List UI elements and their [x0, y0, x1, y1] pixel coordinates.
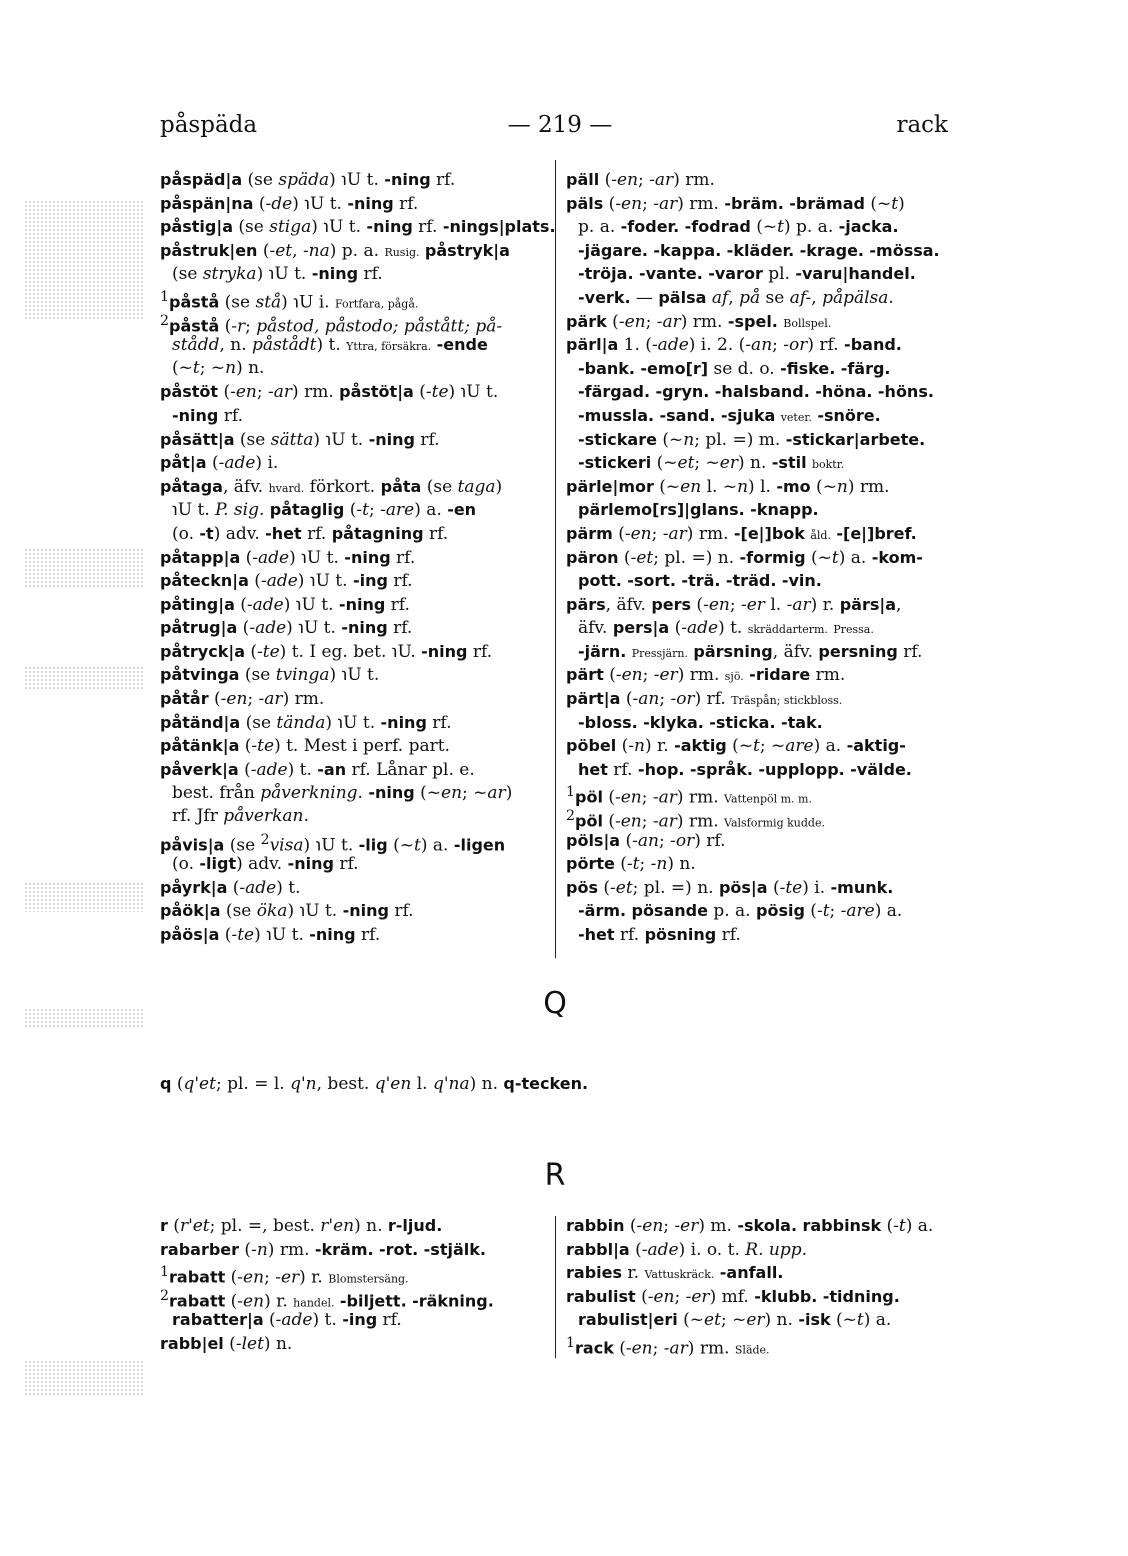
dictionary-line: ℩U t. P. sig. påtaglig (-t; -are) a. -en — [172, 500, 477, 521]
dictionary-line: stådd, n. påstådt) t. Yttra, försäkra. -ende — [172, 335, 488, 356]
dictionary-line: $^1$rabatt (-en; -er) r. Blomstersäng. — [160, 1264, 409, 1288]
section-letter-q: Q — [543, 986, 567, 1021]
column-divider — [555, 1216, 556, 1358]
dictionary-line: påspän|na (-de) ℩U t. -ning rf. — [160, 193, 419, 214]
dictionary-line: -ärm. pösande p. a. pösig (-t; -are) a. — [578, 901, 903, 922]
dictionary-line: rf. Jfr påverkan. — [172, 806, 309, 827]
dictionary-line: (se stryka) ℩U t. -ning rf. — [172, 264, 383, 285]
dictionary-line: -het rf. pösning rf. — [578, 925, 741, 945]
dictionary-line: pärm (-en; -ar) rm. -[e|]bok åld. -[e|]bref. — [566, 523, 917, 544]
dictionary-line: $^2$påstå (-r; påstod, påstodo; påstått; på- — [160, 312, 503, 337]
dictionary-line: pärt|a (-an; -or) rf. Träspån; stickbloss. — [566, 689, 843, 710]
dictionary-line: päls (-en; -ar) rm. -bräm. -brämad (~t) — [566, 193, 905, 214]
dictionary-line: påök|a (se öka) ℩U t. -ning rf. — [160, 901, 414, 922]
dictionary-line: påstöt (-en; -ar) rm. påstöt|a (-te) ℩U t. — [160, 382, 499, 403]
dictionary-line: rabulist|eri (~et; ~er) n. -isk (~t) a. — [578, 1310, 892, 1331]
dictionary-line: -ning rf. — [172, 405, 243, 426]
dictionary-line: äfv. pers|a (-ade) t. skräddarterm. Pressa. — [578, 618, 874, 639]
dictionary-line: pärk (-en; -ar) rm. -spel. Bollspel. — [566, 311, 832, 332]
dictionary-line: påtaga, äfv. hvard. förkort. påta (se taga) — [160, 476, 503, 497]
dictionary-line: -mussla. -sand. -sjuka veter. -snöre. — [578, 405, 881, 425]
dictionary-line: $^1$pöl (-en; -ar) rm. Vattenpöl m. m. — [566, 784, 812, 809]
dictionary-line: -bank. -emo[r] se d. o. -fiske. -färg. — [578, 358, 891, 379]
scan-noise — [24, 1008, 144, 1028]
header-left-guideword: påspäda — [160, 112, 258, 138]
dictionary-line: $^2$pöl (-en; -ar) rm. Valsformig kudde. — [566, 808, 825, 832]
scan-noise — [24, 200, 144, 320]
dictionary-line: pott. -sort. -trä. -träd. -vin. — [578, 571, 822, 591]
dictionary-line: -verk. — pälsa af, på se af-, påpälsa. — [578, 287, 894, 308]
dictionary-line: rabies r. Vattuskräck. -anfall. — [566, 1263, 784, 1284]
dictionary-line: pörte (-t; -n) n. — [566, 854, 696, 875]
dictionary-line: påvis|a (se $^2$visa) ℩U t. -lig (~t) a. -ligen — [160, 831, 506, 856]
page-number: — 219 — — [507, 112, 613, 138]
left-column — [160, 168, 556, 947]
dictionary-line: rabbin (-en; -er) m. -skola. rabbinsk (-t) a. — [566, 1216, 934, 1236]
dictionary-line: pärt (-en; -er) rm. sjö. -ridare rm. — [566, 665, 846, 686]
dictionary-line: påverk|a (-ade) t. -an rf. Lånar pl. e. — [160, 759, 475, 780]
dictionary-line: påtapp|a (-ade) ℩U t. -ning rf. — [160, 547, 416, 568]
dictionary-line: $^1$påstå (se stå) ℩U i. Fortfara, pågå. — [160, 288, 419, 313]
dictionary-line: -färgad. -gryn. -halsband. -höna. -höns. — [578, 382, 934, 402]
dictionary-line: -tröja. -vante. -varor pl. -varu|handel. — [578, 264, 916, 285]
dictionary-line: päll (-en; -ar) rm. — [566, 170, 715, 190]
dictionary-line: påting|a (-ade) ℩U t. -ning rf. — [160, 594, 410, 615]
dictionary-line: påtänd|a (se tända) ℩U t. -ning rf. — [160, 712, 452, 733]
scan-noise — [24, 548, 144, 588]
right-column — [566, 168, 956, 947]
section-letter-r: R — [544, 1158, 566, 1193]
dictionary-line: påtrug|a (-ade) ℩U t. -ning rf. — [160, 618, 413, 639]
dictionary-line: påsätt|a (se sätta) ℩U t. -ning rf. — [160, 429, 440, 450]
dictionary-line: påyrk|a (-ade) t. — [160, 877, 301, 898]
dictionary-line: -stickare (~n; pl. =) m. -stickar|arbete. — [578, 429, 926, 450]
dictionary-line: pöls|a (-an; -or) rf. — [566, 830, 726, 851]
dictionary-line: rabb|el (-let) n. — [160, 1333, 293, 1354]
dictionary-line: påteckn|a (-ade) ℩U t. -ing rf. — [160, 571, 413, 592]
dictionary-line: pärlemo[rs]|glans. -knapp. — [578, 500, 819, 520]
dictionary-line: het rf. -hop. -språk. -upplopp. -välde. — [578, 759, 912, 780]
dictionary-line: -jägare. -kappa. -kläder. -krage. -mössa. — [578, 240, 940, 260]
r-right-column — [566, 1214, 956, 1359]
dictionary-line: pös (-et; pl. =) n. pös|a (-te) i. -munk. — [566, 877, 894, 898]
dictionary-line: $^2$rabatt (-en) r. handel. -biljett. -räkning. — [160, 1287, 494, 1312]
page-header — [160, 112, 948, 148]
dictionary-line: påtänk|a (-te) t. Mest i perf. part. — [160, 736, 450, 757]
dictionary-line: pärl|a 1. (-ade) i. 2. (-an; -or) rf. -band. — [566, 335, 902, 356]
dictionary-line: påstig|a (se stiga) ℩U t. -ning rf. -nings|plats. — [160, 217, 556, 238]
r-left-column — [160, 1214, 552, 1356]
dictionary-line: rabatter|a (-ade) t. -ing rf. — [172, 1310, 402, 1331]
dictionary-line: pärle|mor (~en l. ~n) l. -mo (~n) rm. — [566, 476, 890, 497]
dictionary-line: -bloss. -klyka. -sticka. -tak. — [578, 712, 823, 732]
dictionary-line: (o. -t) adv. -het rf. påtagning rf. — [172, 523, 449, 544]
q-entry: q (q'et; pl. = l. q'n, best. q'en l. q'na) n. q-tecken. — [160, 1074, 589, 1094]
dictionary-line: best. från påverkning. -ning (~en; ~ar) — [172, 783, 513, 804]
dictionary-line: -stickeri (~et; ~er) n. -stil boktr. — [578, 453, 845, 474]
scan-noise — [24, 882, 144, 912]
dictionary-line: rabbl|a (-ade) i. o. t. R. upp. — [566, 1239, 807, 1260]
dictionary-line: påtryck|a (-te) t. I eg. bet. ℩U. -ning rf. — [160, 641, 493, 662]
dictionary-line: påstruk|en (-et, -na) p. a. Rusig. påstryk|a — [160, 240, 510, 261]
dictionary-line: r (r'et; pl. =, best. r'en) n. r-ljud. — [160, 1216, 443, 1236]
dictionary-line: rabarber (-n) rm. -kräm. -rot. -stjälk. — [160, 1239, 486, 1260]
dictionary-line: päron (-et; pl. =) n. -formig (~t) a. -kom- — [566, 547, 923, 568]
dictionary-line: -järn. Pressjärn. pärsning, äfv. persning rf. — [578, 641, 923, 662]
dictionary-line: pärs, äfv. pers (-en; -er l. -ar) r. pärs|a, — [566, 594, 902, 615]
dictionary-line: pöbel (-n) r. -aktig (~t; ~are) a. -aktig- — [566, 736, 906, 757]
dictionary-line: påös|a (-te) ℩U t. -ning rf. — [160, 925, 381, 945]
dictionary-line: rabulist (-en; -er) mf. -klubb. -tidning. — [566, 1286, 900, 1307]
dictionary-line: (o. -ligt) adv. -ning rf. — [172, 854, 359, 875]
dictionary-line: (~t; ~n) n. — [172, 357, 265, 378]
scan-noise — [24, 666, 144, 690]
header-right-guideword: rack — [896, 112, 948, 138]
dictionary-line: påtår (-en; -ar) rm. — [160, 689, 325, 710]
scan-noise — [24, 1360, 144, 1396]
dictionary-line: p. a. -foder. -fodrad (~t) p. a. -jacka. — [578, 217, 899, 238]
dictionary-line: påspäd|a (se späda) ℩U t. -ning rf. — [160, 170, 456, 190]
dictionary-line: $^1$rack (-en; -ar) rm. Släde. — [566, 1334, 770, 1359]
dictionary-line: påt|a (-ade) i. — [160, 453, 279, 474]
dictionary-line: påtvinga (se tvinga) ℩U t. — [160, 665, 380, 686]
column-divider — [555, 160, 556, 958]
